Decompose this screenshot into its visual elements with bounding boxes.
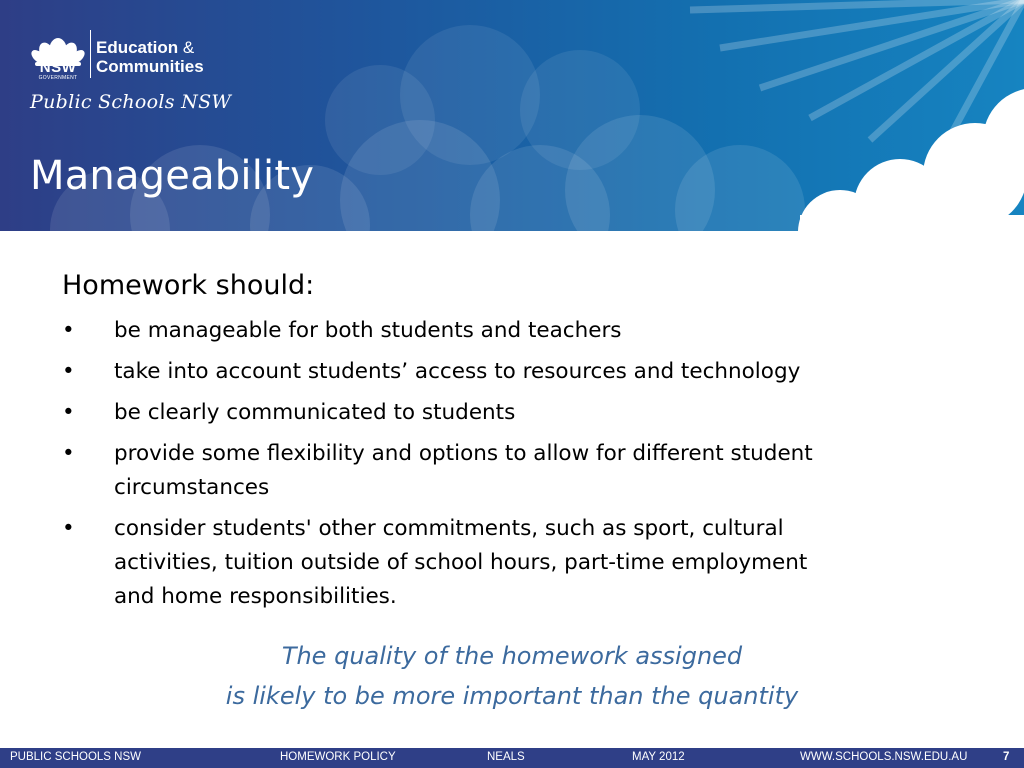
bullet-item	[62, 437, 962, 505]
bullet-dot-icon: •	[62, 359, 75, 384]
public-schools-nsw-tagline: Public Schools NSW	[30, 91, 232, 113]
bullet-line: consider students' other commitments, such as sport, cultural	[114, 516, 784, 541]
quote-line-1: The quality of the homework assigned	[281, 642, 743, 670]
closing-quote	[0, 636, 1024, 716]
nsw-government-wordmark	[30, 60, 86, 81]
footer-website[interactable]: WWW.SCHOOLS.NSW.EDU.AU	[800, 751, 968, 763]
bullet-line: provide some flexibility and options to allow for different student	[114, 441, 813, 466]
bullet-dot-icon: •	[62, 400, 75, 425]
bullet-dot-icon: •	[62, 318, 75, 343]
communities-label: Communities	[96, 57, 204, 76]
upper-cloud-decoration	[325, 25, 640, 175]
bullet-item	[62, 355, 962, 389]
slide-title: Manageability	[30, 153, 315, 199]
footer-org: PUBLIC SCHOOLS NSW	[10, 751, 141, 763]
page-number: 7	[1003, 751, 1010, 763]
slide-footer	[0, 748, 1024, 768]
bullet-item	[62, 512, 962, 614]
education-label: Education	[96, 38, 179, 57]
ampersand-label: &	[182, 38, 195, 57]
bullet-item	[62, 314, 962, 348]
bullet-line: circumstances	[114, 475, 270, 500]
lead-text: Homework should:	[62, 270, 315, 301]
footer-author: NEALS	[487, 751, 525, 763]
bullet-line: take into account students’ access to resources and technology	[114, 359, 801, 384]
bullet-dot-icon: •	[62, 441, 75, 466]
bullet-list	[62, 314, 962, 614]
bullet-line: be manageable for both students and teachers	[114, 318, 622, 343]
department-name	[96, 38, 204, 76]
bullet-item	[62, 396, 962, 430]
bullet-line: activities, tuition outside of school hours, part-time employment	[114, 550, 808, 575]
quote-line-2: is likely to be more important than the quantity	[225, 682, 799, 710]
government-label: GOVERNMENT	[38, 75, 78, 81]
bullet-line: and home responsibilities.	[114, 584, 397, 609]
bullet-dot-icon: •	[62, 516, 75, 541]
footer-topic: HOMEWORK POLICY	[280, 751, 396, 763]
footer-date: MAY 2012	[632, 751, 685, 763]
nsw-label: NSW	[39, 59, 77, 76]
bullet-line: be clearly communicated to students	[114, 400, 516, 425]
logo-divider	[90, 30, 91, 78]
slide-header	[0, 0, 1024, 231]
slide-body	[62, 262, 962, 621]
